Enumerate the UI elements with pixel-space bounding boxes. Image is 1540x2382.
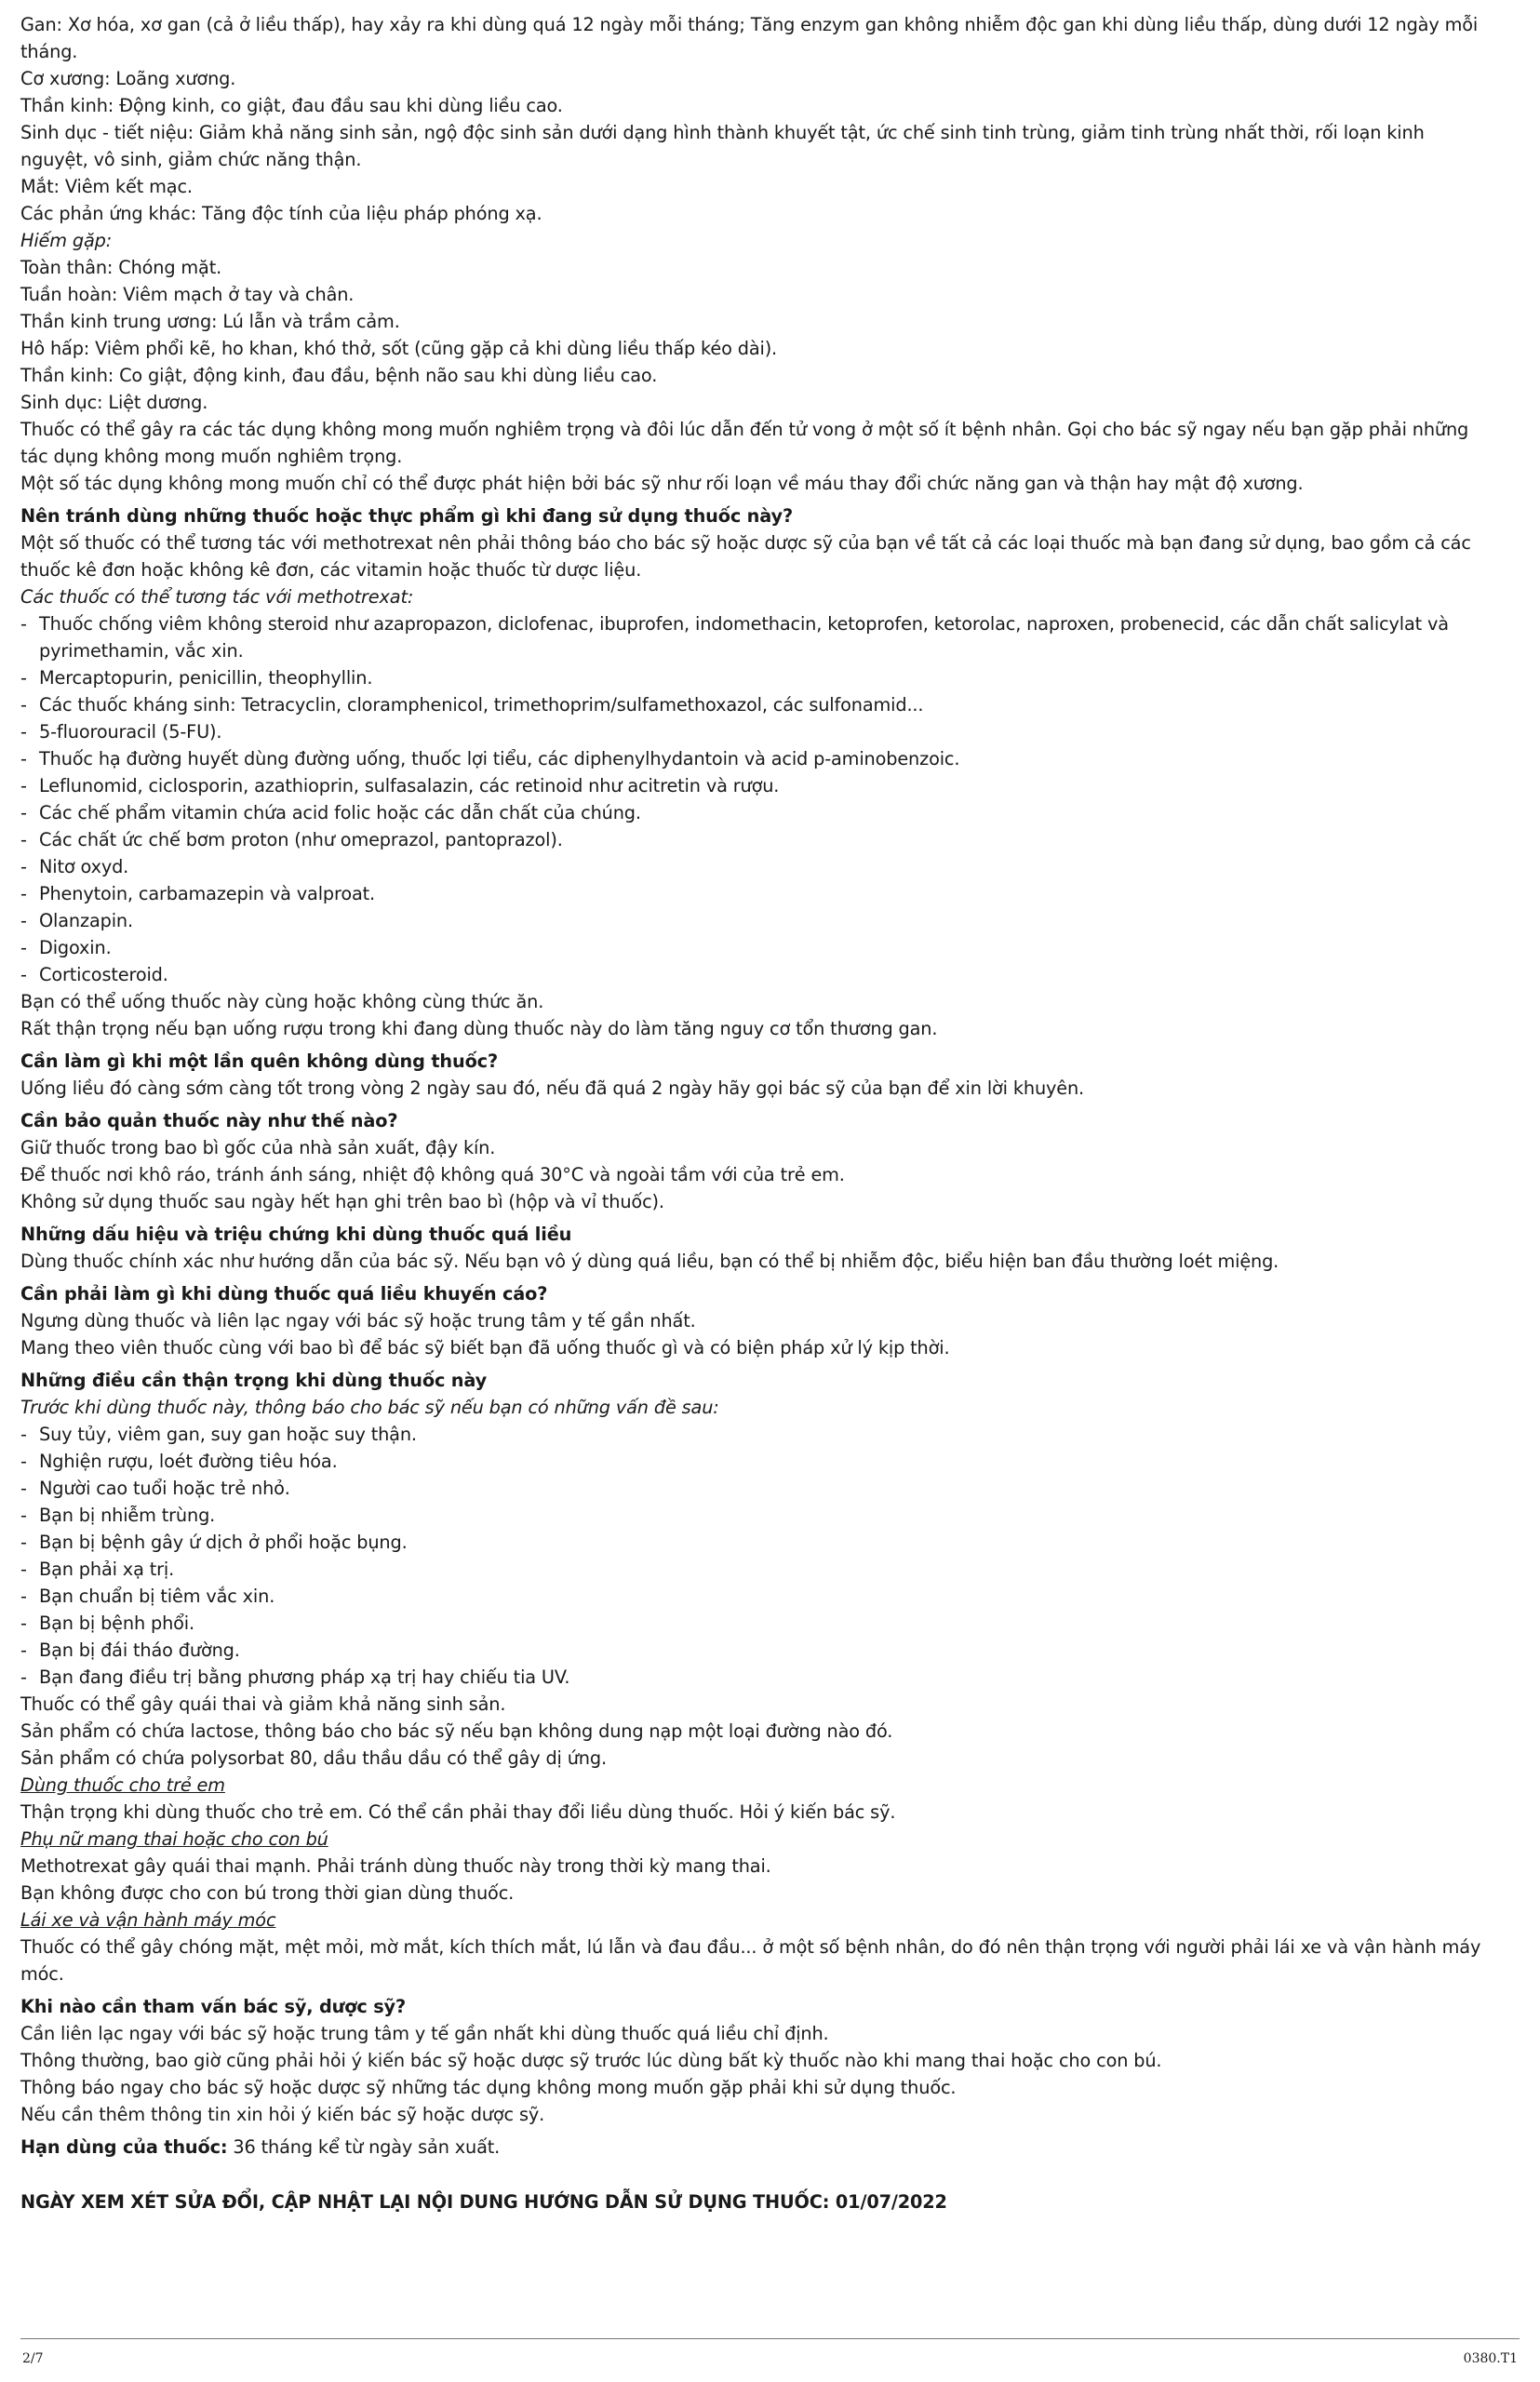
list-item: - Phenytoin, carbamazepin và valproat. — [20, 883, 376, 904]
neuro-effects: Thần kinh: Động kinh, co giật, đau đầu sau khi dùng liều cao. — [20, 95, 563, 116]
liver-effects: Gan: Xơ hóa, xơ gan (cả ở liều thấp), hay xảy ra khi dùng quá 12 ngày mỗi tháng; Tăng enzym gan không nhiễm độc gan khi dùng liều thấp, dùng dưới 12 ngày mỗi tháng. — [20, 14, 1479, 62]
list-item: - Bạn phải xạ trị. — [20, 1559, 175, 1580]
list-item: - Olanzapin. — [20, 910, 133, 931]
list-item: - Thuốc hạ đường huyết dùng đường uống, thuốc lợi tiểu, các diphenylhydantoin và acid p-aminobenzoic. — [20, 748, 960, 769]
food-note: Bạn có thể uống thuốc này cùng hoặc không cùng thức ăn. — [20, 991, 544, 1012]
pregnancy-line: Bạn không được cho con bú trong thời gian dùng thuốc. — [20, 1882, 515, 1904]
expiry-value: 36 tháng kể từ ngày sản xuất. — [227, 2136, 501, 2158]
list-item: - 5-fluorouracil (5-FU). — [20, 721, 222, 743]
list-item: - Digoxin. — [20, 937, 112, 958]
consult-line: Thông thường, bao giờ cũng phải hỏi ý kiến bác sỹ hoặc dược sỹ trước lúc dùng bất kỳ thuốc nào khi mang thai hoặc cho con bú. — [20, 2050, 1162, 2071]
review-date: NGÀY XEM XÉT SỬA ĐỔI, CẬP NHẬT LẠI NỘI DUNG HƯỚNG DẪN SỬ DỤNG THUỐC: 01/07/2022 — [20, 2191, 947, 2213]
storage-heading: Cần bảo quản thuốc này như thế nào? — [20, 1110, 398, 1131]
list-item: - Người cao tuổi hoặc trẻ nhỏ. — [20, 1478, 290, 1499]
driving-subheading: Lái xe và vận hành máy móc — [20, 1909, 276, 1931]
rare-effect: Thần kinh: Co giật, động kinh, đau đầu, bệnh não sau khi dùng liều cao. — [20, 365, 658, 386]
lactose-note: Sản phẩm có chứa lactose, thông báo cho bác sỹ nếu bạn không dung nạp một loại đường nào đó. — [20, 1720, 893, 1742]
list-item: - Bạn bị nhiễm trùng. — [20, 1505, 216, 1526]
list-item: - Các chất ức chế bơm proton (như omeprazol, pantoprazol). — [20, 829, 563, 850]
list-item: - Thuốc chống viêm không steroid như azapropazon, diclofenac, ibuprofen, indomethacin, ketoprofen, ketorolac, naproxen, probenecid, các dẫn chất salicylat và pyrimethamin, vắc xin. — [20, 613, 1449, 662]
other-effects: Các phản ứng khác: Tăng độc tính của liệu pháp phóng xạ. — [20, 203, 542, 224]
detection-note: Một số tác dụng không mong muốn chỉ có thể được phát hiện bởi bác sỹ như rối loạn về máu thay đổi chức năng gan và thận hay mật độ xương. — [20, 473, 1304, 494]
interactions-heading: Nên tránh dùng những thuốc hoặc thực phẩm gì khi đang sử dụng thuốc này? — [20, 505, 793, 527]
footer-divider — [20, 2338, 1520, 2339]
rare-effect: Hô hấp: Viêm phổi kẽ, ho khan, khó thở, sốt (cũng gặp cả khi dùng liều thấp kéo dài). — [20, 338, 778, 359]
eye-effects: Mắt: Viêm kết mạc. — [20, 176, 193, 197]
list-item: - Nitơ oxyd. — [20, 856, 129, 877]
consult-heading: Khi nào cần tham vấn bác sỹ, dược sỹ? — [20, 1996, 406, 2017]
rare-label: Hiếm gặp: — [20, 230, 113, 251]
overdose-action-line: Mang theo viên thuốc cùng với bao bì để bác sỹ biết bạn đã uống thuốc gì và có biện pháp xử lý kịp thời. — [20, 1337, 950, 1358]
list-item: - Các thuốc kháng sinh: Tetracyclin, cloramphenicol, trimethoprim/sulfamethoxazol, các sulfonamid... — [20, 694, 924, 716]
fertility-note: Thuốc có thể gây quái thai và giảm khả năng sinh sản. — [20, 1693, 506, 1715]
list-item: - Leflunomid, ciclosporin, azathioprin, sulfasalazin, các retinoid như acitretin và rượu. — [20, 775, 780, 796]
storage-line: Giữ thuốc trong bao bì gốc của nhà sản xuất, đậy kín. — [20, 1137, 496, 1158]
page-number: 2/7 — [22, 2351, 44, 2366]
document-code: 0380.T1 — [1463, 2351, 1518, 2366]
interactions-intro: Một số thuốc có thể tương tác với methotrexat nên phải thông báo cho bác sỹ hoặc dược sỹ của bạn về tất cả các loại thuốc mà bạn đang sử dụng, bao gồm cả các thuốc kê đơn hoặc không kê đơn, các vitamin hoặc thuốc từ dược liệu. — [20, 532, 1471, 581]
list-item: - Bạn chuẩn bị tiêm vắc xin. — [20, 1586, 275, 1607]
consult-line: Thông báo ngay cho bác sỹ hoặc dược sỹ những tác dụng không mong muốn gặp phải khi sử dụng thuốc. — [20, 2077, 957, 2098]
expiry-line — [20, 2134, 1489, 2161]
list-item: - Bạn đang điều trị bằng phương pháp xạ trị hay chiếu tia UV. — [20, 1666, 570, 1688]
leaflet-page — [20, 11, 1489, 2215]
list-item: - Corticosteroid. — [20, 964, 168, 985]
list-item: - Mercaptopurin, penicillin, theophyllin. — [20, 667, 373, 689]
rare-effect: Tuần hoàn: Viêm mạch ở tay và chân. — [20, 284, 355, 305]
list-item: - Bạn bị bệnh gây ứ dịch ở phổi hoặc bụng. — [20, 1532, 408, 1553]
rare-effect: Thần kinh trung ương: Lú lẫn và trầm cảm. — [20, 311, 400, 332]
overdose-signs-text: Dùng thuốc chính xác như hướng dẫn của bác sỹ. Nếu bạn vô ý dùng quá liều, bạn có thể bị nhiễm độc, biểu hiện ban đầu thường loét miệng. — [20, 1251, 1279, 1272]
list-item: - Bạn bị bệnh phổi. — [20, 1613, 194, 1634]
expiry-label: Hạn dùng của thuốc: — [20, 2136, 228, 2158]
list-item: - Bạn bị đái tháo đường. — [20, 1639, 240, 1661]
reproductive-effects: Sinh dục - tiết niệu: Giảm khả năng sinh sản, ngộ độc sinh sản dưới dạng hình thành khuyết tật, ức chế sinh tinh trùng, giảm tinh trùng nhất thời, rối loạn kinh nguyệt, vô sinh, giảm chức năng thận. — [20, 122, 1425, 170]
rare-effect: Toàn thân: Chóng mặt. — [20, 257, 222, 278]
consult-line: Cần liên lạc ngay với bác sỹ hoặc trung tâm y tế gần nhất khi dùng thuốc quá liều chỉ định. — [20, 2023, 829, 2044]
list-item: - Các chế phẩm vitamin chứa acid folic hoặc các dẫn chất của chúng. — [20, 802, 641, 823]
overdose-action-line: Ngưng dùng thuốc và liên lạc ngay với bác sỹ hoặc trung tâm y tế gần nhất. — [20, 1310, 696, 1332]
alcohol-note: Rất thận trọng nếu bạn uống rượu trong khi đang dùng thuốc này do làm tăng nguy cơ tổn thương gan. — [20, 1018, 938, 1039]
precautions-heading: Những điều cần thận trọng khi dùng thuốc này — [20, 1370, 488, 1391]
storage-line: Để thuốc nơi khô ráo, tránh ánh sáng, nhiệt độ không quá 30°C và ngoài tầm với của trẻ em. — [20, 1164, 845, 1185]
overdose-action-heading: Cần phải làm gì khi dùng thuốc quá liều khuyến cáo? — [20, 1283, 548, 1305]
list-item: - Nghiện rượu, loét đường tiêu hóa. — [20, 1451, 338, 1472]
serious-effects-note: Thuốc có thể gây ra các tác dụng không mong muốn nghiêm trọng và đôi lúc dẫn đến tử vong ở một số ít bệnh nhân. Gọi cho bác sỹ ngay nếu bạn gặp phải những tác dụng không mong muốn nghiêm trọng. — [20, 419, 1469, 467]
musculoskeletal-effects: Cơ xương: Loãng xương. — [20, 68, 236, 89]
missed-dose-heading: Cần làm gì khi một lần quên không dùng thuốc? — [20, 1050, 498, 1072]
consult-line: Nếu cần thêm thông tin xin hỏi ý kiến bác sỹ hoặc dược sỹ. — [20, 2104, 545, 2125]
pregnancy-line: Methotrexat gây quái thai mạnh. Phải tránh dùng thuốc này trong thời kỳ mang thai. — [20, 1855, 771, 1877]
polysorbat-note: Sản phẩm có chứa polysorbat 80, dầu thầu dầu có thể gây dị ứng. — [20, 1747, 607, 1769]
children-text: Thận trọng khi dùng thuốc cho trẻ em. Có thể cần phải thay đổi liều dùng thuốc. Hỏi ý kiến bác sỹ. — [20, 1801, 896, 1823]
interactions-list-label: Các thuốc có thể tương tác với methotrexat: — [20, 586, 414, 608]
missed-dose-text: Uống liều đó càng sớm càng tốt trong vòng 2 ngày sau đó, nếu đã quá 2 ngày hãy gọi bác sỹ của bạn để xin lời khuyên. — [20, 1077, 1085, 1099]
pregnancy-subheading: Phụ nữ mang thai hoặc cho con bú — [20, 1828, 328, 1850]
driving-text: Thuốc có thể gây chóng mặt, mệt mỏi, mờ mắt, kích thích mắt, lú lẫn và đau đầu... ở một số bệnh nhân, do đó nên thận trọng với người phải lái xe và vận hành máy móc. — [20, 1936, 1481, 1985]
precautions-list-label: Trước khi dùng thuốc này, thông báo cho bác sỹ nếu bạn có những vấn đề sau: — [20, 1397, 719, 1418]
overdose-signs-heading: Những dấu hiệu và triệu chứng khi dùng thuốc quá liều — [20, 1224, 572, 1245]
rare-effect: Sinh dục: Liệt dương. — [20, 392, 208, 413]
list-item: - Suy tủy, viêm gan, suy gan hoặc suy thận. — [20, 1424, 417, 1445]
children-subheading: Dùng thuốc cho trẻ em — [20, 1774, 225, 1796]
storage-line: Không sử dụng thuốc sau ngày hết hạn ghi trên bao bì (hộp và vỉ thuốc). — [20, 1191, 664, 1212]
